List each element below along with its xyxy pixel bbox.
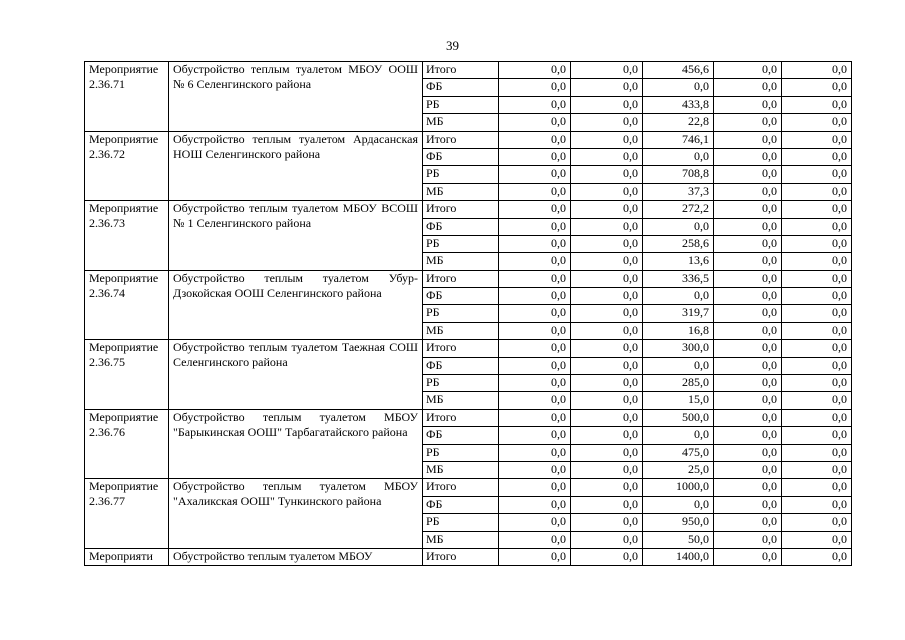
value-cell: 433,8 [643,96,714,113]
funding-source-cell: Итого [423,201,499,218]
event-description-cell: Обустройство теплым туалетом МБОУ "Ахаликская ООШ" Тункинского района [169,479,423,549]
value-cell: 0,0 [499,183,571,200]
funding-source-cell: МБ [423,322,499,339]
funding-source-cell: ФБ [423,427,499,444]
event-code-cell: Мероприяти [85,548,169,565]
funding-source-cell: Итого [423,479,499,496]
value-cell: 0,0 [782,479,852,496]
event-description-cell: Обустройство теплым туалетом МБОУ "Барыкинская ООШ" Тарбагатайского района [169,409,423,479]
value-cell: 0,0 [782,392,852,409]
value-cell: 0,0 [499,131,571,148]
funding-source-cell: МБ [423,183,499,200]
value-cell: 708,8 [643,166,714,183]
value-cell: 0,0 [571,548,643,565]
value-cell: 0,0 [499,409,571,426]
funding-source-cell: Итого [423,131,499,148]
value-cell: 0,0 [571,357,643,374]
value-cell: 0,0 [782,514,852,531]
value-cell: 13,6 [643,253,714,270]
funding-source-cell: Итого [423,340,499,357]
value-cell: 0,0 [782,322,852,339]
value-cell: 15,0 [643,392,714,409]
value-cell: 0,0 [714,427,782,444]
value-cell: 37,3 [643,183,714,200]
funding-source-cell: Итого [423,548,499,565]
value-cell: 0,0 [571,322,643,339]
funding-source-cell: МБ [423,114,499,131]
value-cell: 0,0 [782,253,852,270]
value-cell: 0,0 [782,79,852,96]
value-cell: 25,0 [643,461,714,478]
value-cell: 0,0 [499,427,571,444]
value-cell: 0,0 [571,479,643,496]
value-cell: 0,0 [643,427,714,444]
table-row [85,548,852,565]
funding-source-cell: ФБ [423,288,499,305]
value-cell: 319,7 [643,305,714,322]
value-cell: 0,0 [782,166,852,183]
value-cell: 0,0 [714,218,782,235]
table-row [85,270,852,287]
value-cell: 0,0 [714,479,782,496]
event-code-cell: Мероприятие 2.36.72 [85,131,169,201]
value-cell: 0,0 [499,444,571,461]
value-cell: 0,0 [499,548,571,565]
value-cell: 0,0 [571,79,643,96]
value-cell: 0,0 [714,340,782,357]
value-cell: 0,0 [499,357,571,374]
value-cell: 0,0 [499,114,571,131]
value-cell: 0,0 [571,270,643,287]
value-cell: 0,0 [714,114,782,131]
funding-source-cell: ФБ [423,79,499,96]
event-description-cell: Обустройство теплым туалетом МБОУ ВСОШ № 1 Селенгинского района [169,201,423,271]
value-cell: 300,0 [643,340,714,357]
value-cell: 0,0 [643,288,714,305]
table-row [85,409,852,426]
event-code-cell: Мероприятие 2.36.74 [85,270,169,340]
value-cell: 0,0 [571,531,643,548]
value-cell: 0,0 [714,375,782,392]
value-cell: 0,0 [499,218,571,235]
value-cell: 0,0 [499,531,571,548]
value-cell: 258,6 [643,235,714,252]
value-cell: 0,0 [714,548,782,565]
value-cell: 285,0 [643,375,714,392]
funding-source-cell: РБ [423,166,499,183]
value-cell: 0,0 [714,96,782,113]
value-cell: 0,0 [499,496,571,513]
value-cell: 0,0 [571,496,643,513]
value-cell: 0,0 [643,496,714,513]
value-cell: 0,0 [643,218,714,235]
value-cell: 0,0 [571,148,643,165]
value-cell: 0,0 [571,235,643,252]
value-cell: 0,0 [782,183,852,200]
value-cell: 0,0 [782,427,852,444]
value-cell: 0,0 [499,96,571,113]
value-cell: 0,0 [499,166,571,183]
value-cell: 0,0 [571,62,643,79]
value-cell: 0,0 [499,479,571,496]
value-cell: 0,0 [714,322,782,339]
event-description-cell: Обустройство теплым туалетом МБОУ ООШ № 6 Селенгинского района [169,62,423,132]
value-cell: 50,0 [643,531,714,548]
funding-source-cell: МБ [423,253,499,270]
value-cell: 0,0 [782,148,852,165]
value-cell: 0,0 [714,79,782,96]
event-description-cell: Обустройство теплым туалетом Убур-Дзокойская ООШ Селенгинского района [169,270,423,340]
value-cell: 0,0 [714,270,782,287]
value-cell: 0,0 [571,461,643,478]
funding-source-cell: РБ [423,444,499,461]
value-cell: 0,0 [782,357,852,374]
value-cell: 0,0 [782,218,852,235]
value-cell: 0,0 [714,131,782,148]
funding-source-cell: РБ [423,375,499,392]
funding-source-cell: РБ [423,514,499,531]
value-cell: 0,0 [782,461,852,478]
value-cell: 0,0 [643,79,714,96]
value-cell: 0,0 [643,148,714,165]
value-cell: 0,0 [499,461,571,478]
table-row [85,131,852,148]
value-cell: 0,0 [571,409,643,426]
value-cell: 0,0 [714,201,782,218]
value-cell: 0,0 [571,183,643,200]
value-cell: 0,0 [571,253,643,270]
value-cell: 0,0 [714,148,782,165]
value-cell: 0,0 [782,409,852,426]
value-cell: 0,0 [499,288,571,305]
funding-source-cell: Итого [423,62,499,79]
value-cell: 0,0 [499,148,571,165]
value-cell: 0,0 [571,166,643,183]
value-cell: 1000,0 [643,479,714,496]
value-cell: 0,0 [782,131,852,148]
value-cell: 950,0 [643,514,714,531]
value-cell: 0,0 [782,62,852,79]
event-description-cell: Обустройство теплым туалетом Таежная СОШ Селенгинского района [169,340,423,410]
value-cell: 0,0 [782,548,852,565]
budget-table [84,61,852,566]
value-cell: 0,0 [571,131,643,148]
value-cell: 0,0 [714,62,782,79]
value-cell: 0,0 [571,444,643,461]
table-body [85,62,852,566]
value-cell: 0,0 [571,288,643,305]
value-cell: 0,0 [782,201,852,218]
event-code-cell: Мероприятие 2.36.75 [85,340,169,410]
value-cell: 0,0 [571,392,643,409]
value-cell: 0,0 [714,444,782,461]
value-cell: 0,0 [714,305,782,322]
event-code-cell: Мероприятие 2.36.71 [85,62,169,132]
value-cell: 16,8 [643,322,714,339]
funding-source-cell: ФБ [423,357,499,374]
value-cell: 0,0 [782,340,852,357]
value-cell: 0,0 [571,340,643,357]
value-cell: 0,0 [782,270,852,287]
value-cell: 0,0 [571,375,643,392]
value-cell: 22,8 [643,114,714,131]
value-cell: 336,5 [643,270,714,287]
value-cell: 0,0 [714,166,782,183]
funding-source-cell: МБ [423,531,499,548]
value-cell: 0,0 [571,96,643,113]
value-cell: 0,0 [714,235,782,252]
value-cell: 746,1 [643,131,714,148]
event-description-cell: Обустройство теплым туалетом МБОУ [169,548,423,565]
event-description-cell: Обустройство теплым туалетом Ардасанская НОШ Селенгинского района [169,131,423,201]
value-cell: 272,2 [643,201,714,218]
value-cell: 0,0 [499,392,571,409]
value-cell: 0,0 [782,288,852,305]
value-cell: 0,0 [571,114,643,131]
value-cell: 0,0 [782,235,852,252]
funding-source-cell: ФБ [423,148,499,165]
value-cell: 0,0 [571,305,643,322]
event-code-cell: Мероприятие 2.36.76 [85,409,169,479]
table-row [85,201,852,218]
value-cell: 0,0 [714,531,782,548]
value-cell: 0,0 [499,253,571,270]
value-cell: 0,0 [714,357,782,374]
value-cell: 0,0 [714,409,782,426]
value-cell: 456,6 [643,62,714,79]
page-number: 39 [446,38,459,53]
funding-source-cell: Итого [423,270,499,287]
value-cell: 0,0 [782,305,852,322]
value-cell: 0,0 [782,496,852,513]
value-cell: 475,0 [643,444,714,461]
value-cell: 0,0 [714,392,782,409]
value-cell: 0,0 [571,427,643,444]
value-cell: 0,0 [714,183,782,200]
event-code-cell: Мероприятие 2.36.77 [85,479,169,549]
value-cell: 0,0 [499,270,571,287]
funding-source-cell: РБ [423,235,499,252]
value-cell: 0,0 [571,201,643,218]
table-row [85,479,852,496]
event-code-cell: Мероприятие 2.36.73 [85,201,169,271]
value-cell: 0,0 [643,357,714,374]
value-cell: 0,0 [499,322,571,339]
funding-source-cell: МБ [423,461,499,478]
funding-source-cell: ФБ [423,218,499,235]
value-cell: 0,0 [499,340,571,357]
funding-source-cell: ФБ [423,496,499,513]
value-cell: 0,0 [714,514,782,531]
value-cell: 500,0 [643,409,714,426]
value-cell: 0,0 [499,201,571,218]
table-row [85,340,852,357]
value-cell: 0,0 [782,531,852,548]
value-cell: 0,0 [499,375,571,392]
funding-source-cell: Итого [423,409,499,426]
value-cell: 1400,0 [643,548,714,565]
value-cell: 0,0 [499,79,571,96]
funding-source-cell: РБ [423,305,499,322]
value-cell: 0,0 [499,235,571,252]
value-cell: 0,0 [714,253,782,270]
table-row [85,62,852,79]
value-cell: 0,0 [714,288,782,305]
value-cell: 0,0 [782,444,852,461]
value-cell: 0,0 [499,305,571,322]
value-cell: 0,0 [571,218,643,235]
value-cell: 0,0 [782,375,852,392]
funding-source-cell: МБ [423,392,499,409]
value-cell: 0,0 [714,461,782,478]
value-cell: 0,0 [499,514,571,531]
value-cell: 0,0 [782,96,852,113]
funding-source-cell: РБ [423,96,499,113]
value-cell: 0,0 [499,62,571,79]
value-cell: 0,0 [571,514,643,531]
value-cell: 0,0 [782,114,852,131]
value-cell: 0,0 [714,496,782,513]
